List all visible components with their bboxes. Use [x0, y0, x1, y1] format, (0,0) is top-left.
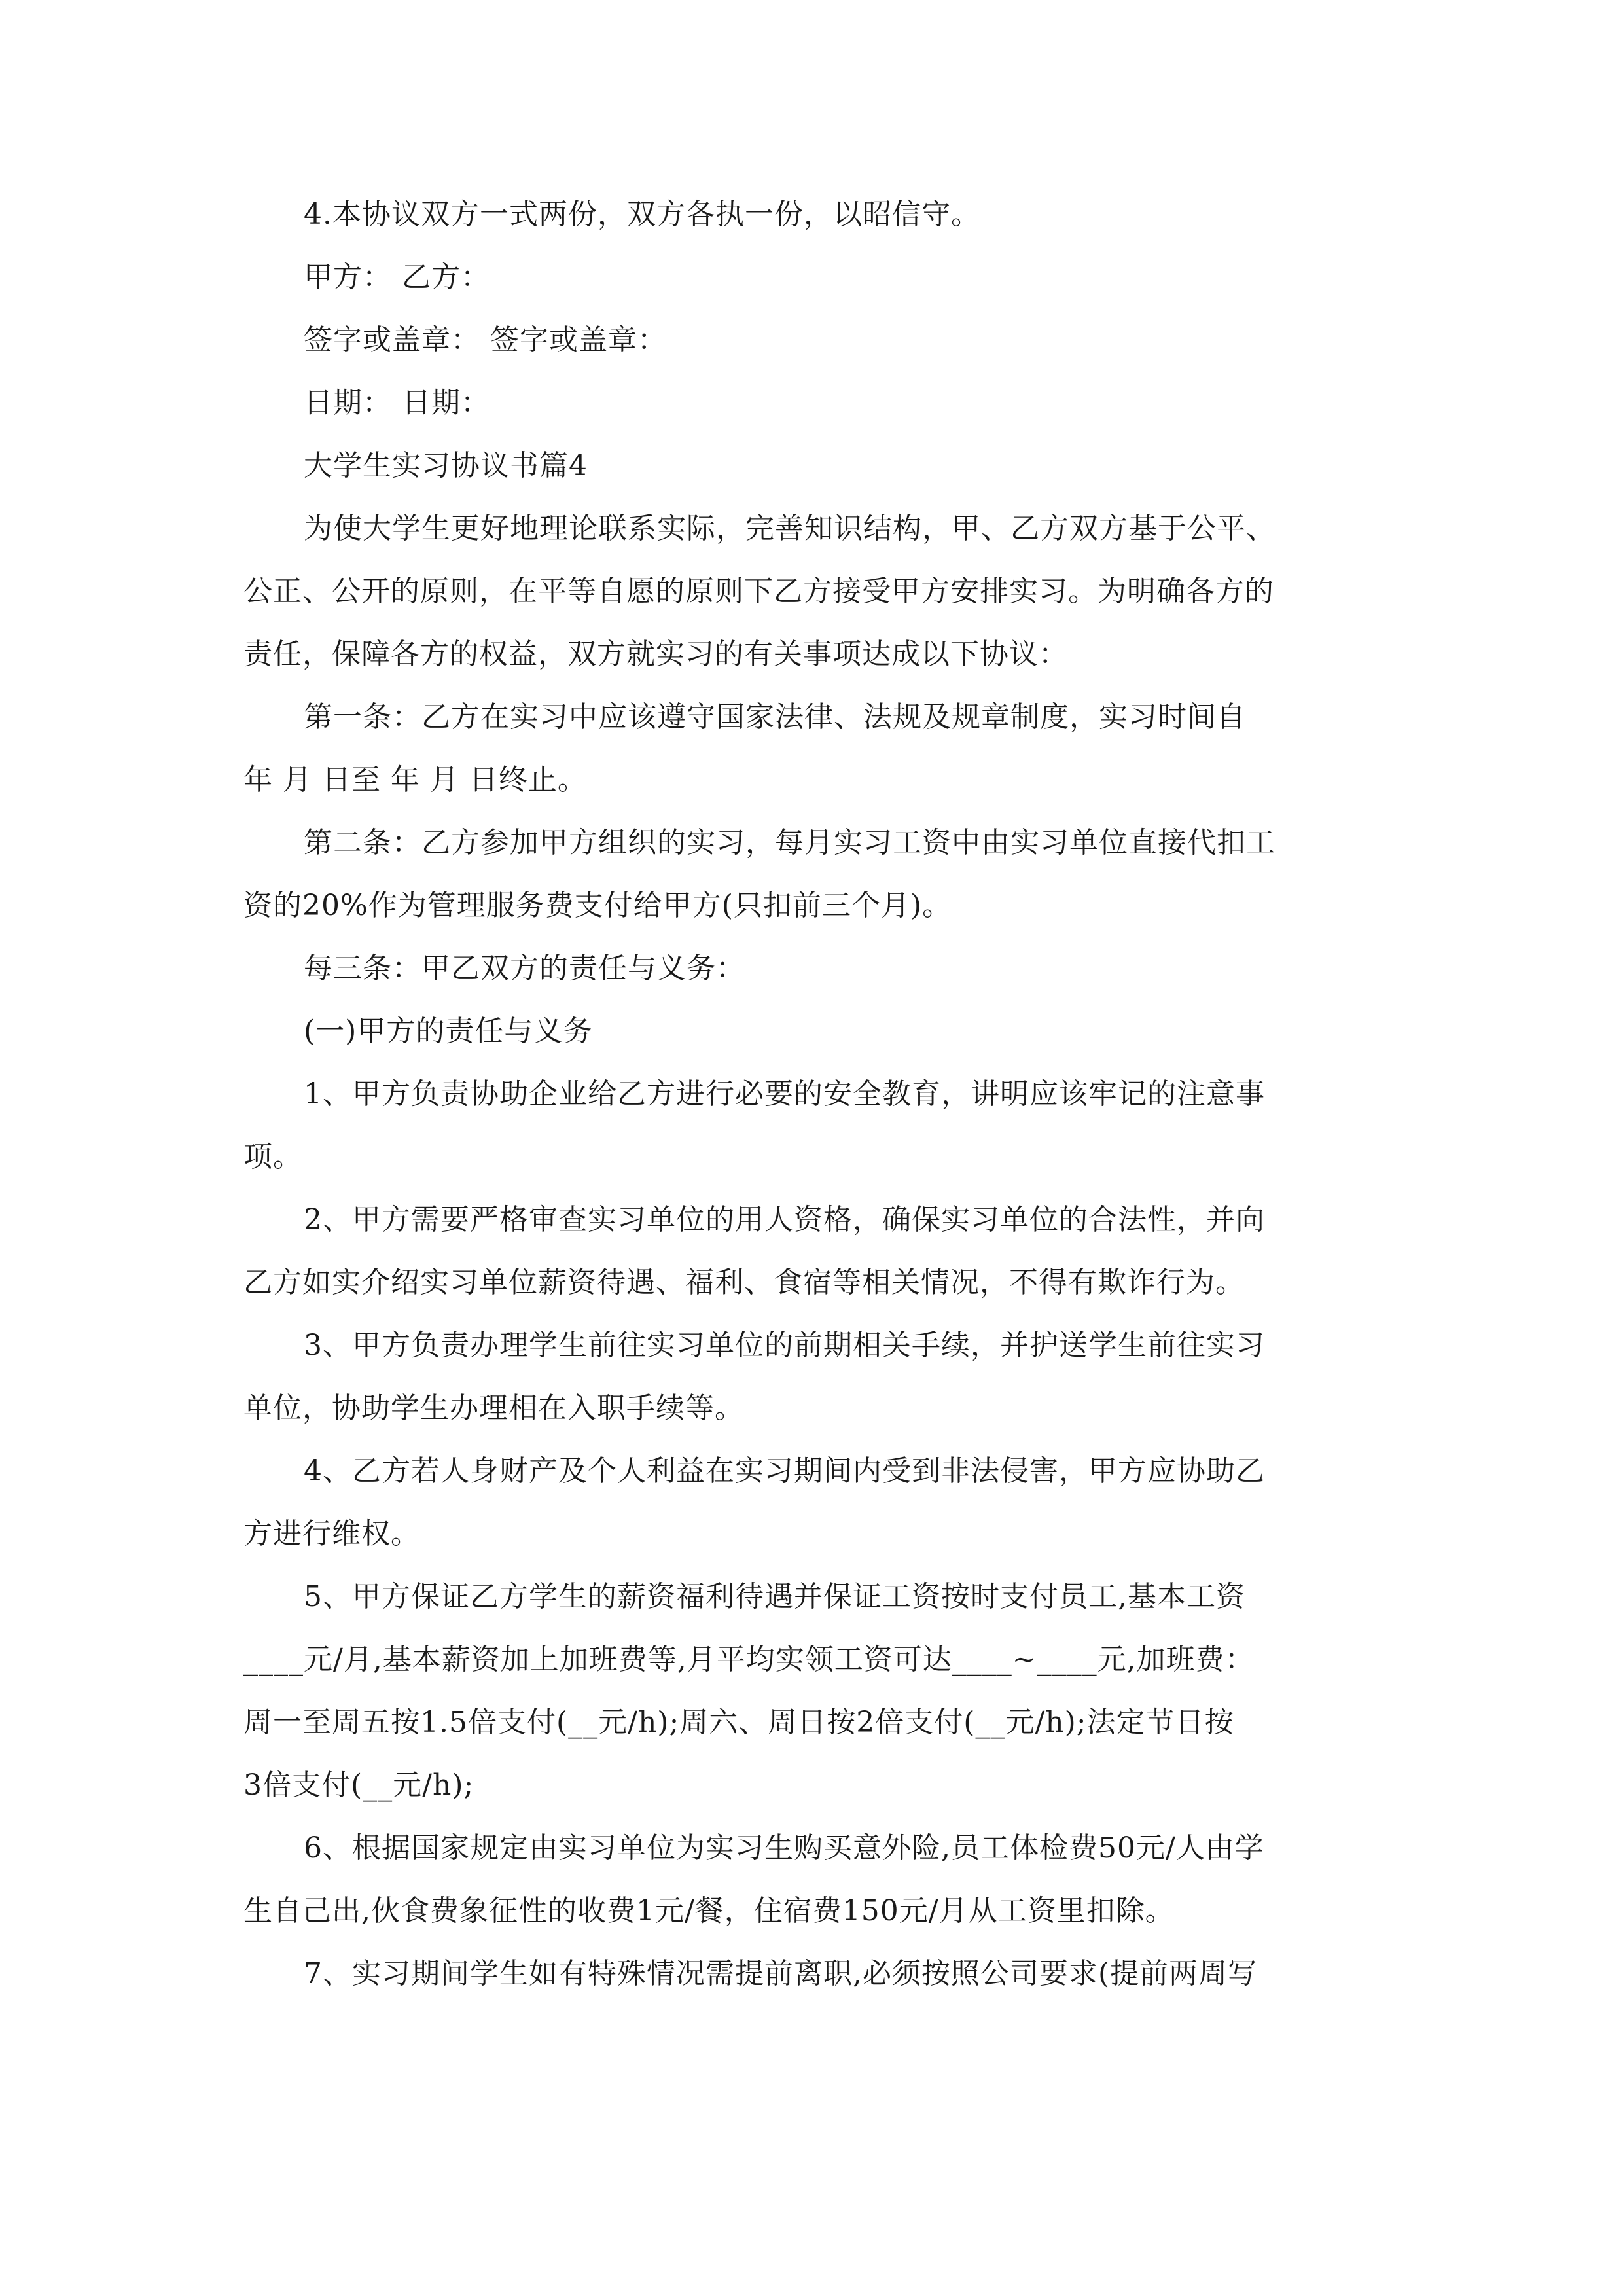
section-title: 大学生实习协议书篇4 [304, 449, 588, 482]
item-5: 5、甲方保证乙方学生的薪资福利待遇并保证工资按时支付员工,基本工资 [304, 1580, 1245, 1613]
paragraph-line: 资的20%作为管理服务费支付给甲方(只扣前三个月)。 [243, 889, 952, 922]
item-6: 6、根据国家规定由实习单位为实习生购买意外险,员工体检费50元/人由学 [304, 1831, 1264, 1865]
paragraph-line: 项。 [243, 1140, 302, 1174]
item-4: 4、乙方若人身财产及个人利益在实习期间内受到非法侵害，甲方应协助乙 [304, 1454, 1265, 1488]
paragraph-line: 公正、公开的原则，在平等自愿的原则下乙方接受甲方安排实习。为明确各方的 [243, 575, 1274, 608]
item-7: 7、实习期间学生如有特殊情况需提前离职,必须按照公司要求(提前两周写 [304, 1957, 1258, 1990]
date-labels: 日期： 日期： [304, 386, 490, 420]
article-2: 第二条：乙方参加甲方组织的实习，每月实习工资中由实习单位直接代扣工 [304, 826, 1275, 859]
clause-4-copies: 4.本协议双方一式两份，双方各执一份，以昭信守。 [304, 198, 980, 231]
paragraph-line: 单位，协助学生办理相在入职手续等。 [243, 1391, 744, 1425]
signature-labels: 签字或盖章： 签字或盖章： [304, 323, 667, 357]
paragraph-line: 方进行维权。 [243, 1517, 420, 1551]
paragraph-line: 年 月 日至 年 月 日终止。 [243, 763, 587, 797]
article-1: 第一条：乙方在实习中应该遵守国家法律、法规及规章制度，实习时间自 [304, 700, 1246, 734]
subsection-heading: (一)甲方的责任与义务 [304, 1014, 593, 1048]
item-1: 1、甲方负责协助企业给乙方进行必要的安全教育，讲明应该牢记的注意事 [304, 1077, 1265, 1111]
party-labels: 甲方： 乙方： [304, 260, 490, 294]
paragraph-line: 生自己出,伙食费象征性的收费1元/餐，住宿费150元/月从工资里扣除。 [243, 1894, 1175, 1928]
paragraph-line: 责任，保障各方的权益，双方就实习的有关事项达成以下协议： [243, 637, 1068, 671]
paragraph-line: 乙方如实介绍实习单位薪资待遇、福利、食宿等相关情况，不得有欺诈行为。 [243, 1266, 1245, 1299]
article-3: 每三条：甲乙双方的责任与义务： [304, 952, 745, 985]
paragraph-line: 周一至周五按1.5倍支付(__元/h);周六、周日按2倍支付(__元/h);法定节日按 [243, 1706, 1234, 1739]
item-3: 3、甲方负责办理学生前往实习单位的前期相关手续，并护送学生前往实习 [304, 1329, 1265, 1362]
paragraph-line: 3倍支付(__元/h); [243, 1768, 474, 1802]
paragraph-line: 为使大学生更好地理论联系实际，完善知识结构，甲、乙方双方基于公平、 [304, 512, 1275, 545]
item-2: 2、甲方需要严格审查实习单位的用人资格，确保实习单位的合法性，并向 [304, 1203, 1265, 1236]
paragraph-line: ____元/月,基本薪资加上加班费等,月平均实领工资可达____~____元,加班费： [243, 1643, 1255, 1676]
